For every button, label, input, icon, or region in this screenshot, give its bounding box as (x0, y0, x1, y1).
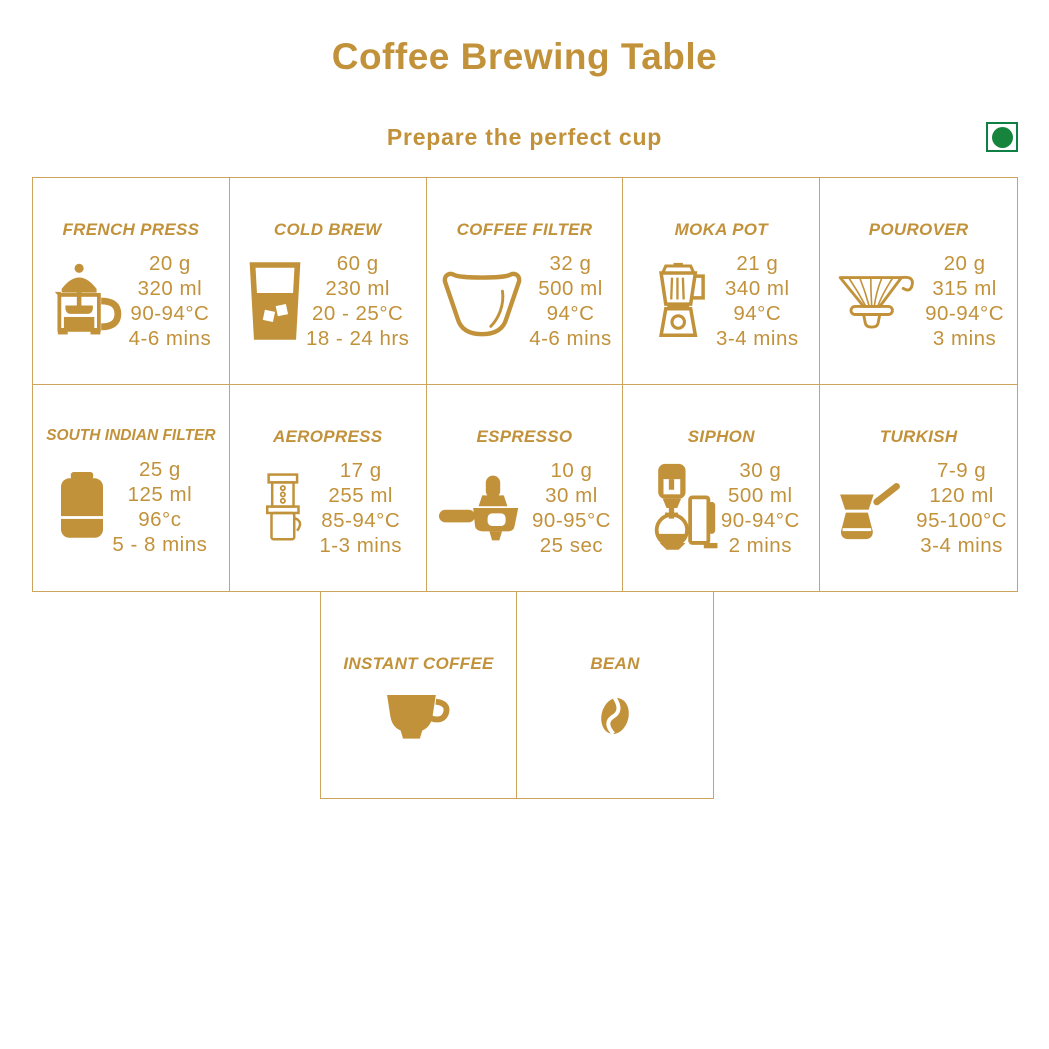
spec-line: 2 mins (728, 533, 792, 557)
method-title: FRENCH PRESS (62, 220, 200, 239)
vegetarian-mark-icon (986, 122, 1018, 152)
cell-body (427, 447, 623, 592)
coffee-bean-icon (588, 685, 642, 747)
brew-specs (112, 457, 207, 557)
method-title: BEAN (590, 654, 640, 673)
cell-body (33, 240, 229, 384)
spec-line: 120 ml (929, 483, 994, 507)
brewing-table-grid (32, 177, 1018, 592)
aeropress-icon (253, 463, 317, 553)
spec-line: 20 g (943, 251, 986, 275)
cell-french-press (33, 178, 230, 385)
brew-specs (925, 251, 1004, 351)
spec-line: 30 g (739, 458, 782, 482)
cell-body (623, 447, 819, 592)
method-title: ESPRESSO (476, 426, 573, 446)
spec-line: 255 ml (328, 483, 393, 507)
brew-specs (916, 458, 1007, 558)
cell-body (321, 674, 516, 798)
cell-body (820, 447, 1017, 592)
cell-pourover (820, 178, 1017, 385)
method-title: COFFEE FILTER (456, 220, 593, 239)
spec-line: 60 g (336, 251, 379, 275)
french-press-icon (51, 260, 127, 342)
brew-specs (319, 458, 402, 558)
spec-line: 94°C (546, 301, 595, 325)
cell-instant-coffee (321, 592, 517, 798)
spec-line: 4-6 mins (128, 326, 212, 350)
spec-line: 4-6 mins (529, 326, 612, 350)
cell-turkish (820, 385, 1017, 592)
spec-line: 500 ml (728, 483, 793, 507)
spec-line: 20 - 25°C (312, 301, 404, 325)
method-title: SOUTH INDIAN FILTER (46, 426, 216, 444)
spec-line: 96°c (138, 507, 182, 531)
method-title: SIPHON (687, 426, 755, 446)
cell-body (517, 674, 713, 798)
cold-brew-icon (246, 261, 304, 341)
brew-specs (716, 251, 799, 351)
brew-specs (721, 458, 800, 558)
spec-line: 17 g (339, 458, 382, 482)
cell-coffee-filter (427, 178, 624, 385)
cell-bean (517, 592, 713, 798)
spec-line: 30 ml (545, 483, 598, 507)
spec-line: 20 g (148, 251, 191, 275)
spec-line: 10 g (550, 458, 593, 482)
brew-specs (529, 251, 612, 351)
spec-line: 90-94°C (720, 508, 800, 532)
cell-body (623, 240, 819, 384)
spec-line: 340 ml (725, 276, 790, 300)
cell-moka-pot (623, 178, 820, 385)
brew-specs (129, 251, 212, 351)
spec-line: 95-100°C (916, 508, 1008, 532)
page-subtitle: Prepare the perfect cup (386, 124, 663, 150)
spec-line: 5 - 8 mins (112, 532, 208, 556)
pourover-icon (833, 265, 923, 337)
cell-espresso (427, 385, 624, 592)
turkish-cezve-icon (830, 466, 914, 550)
method-title: COLD BREW (273, 220, 382, 239)
spec-line: 3-4 mins (920, 533, 1003, 557)
spec-line: 94°C (733, 301, 782, 325)
cell-body (820, 240, 1017, 384)
vegetarian-dot (992, 127, 1013, 148)
cell-body (230, 447, 426, 592)
spec-line: 320 ml (137, 276, 203, 300)
instant-coffee-cup-icon (377, 686, 461, 746)
cell-body (427, 240, 623, 384)
coffee-filter-icon (437, 262, 527, 340)
method-title: INSTANT COFFEE (343, 654, 494, 673)
south-indian-filter-icon (54, 466, 110, 548)
spec-line: 90-94°C (925, 301, 1005, 325)
spec-line: 125 ml (127, 482, 193, 506)
moka-pot-icon (644, 261, 714, 341)
spec-line: 1-3 mins (319, 533, 402, 557)
spec-line: 25 sec (539, 533, 604, 557)
bottom-row (320, 592, 714, 799)
method-title: POUROVER (868, 220, 969, 239)
spec-line: 7-9 g (936, 458, 987, 482)
cell-siphon (623, 385, 820, 592)
cell-body (230, 240, 426, 384)
page-title: Coffee Brewing Table (331, 36, 718, 77)
spec-line: 500 ml (538, 276, 603, 300)
spec-line: 25 g (138, 457, 181, 481)
cell-aeropress (230, 385, 427, 592)
spec-line: 230 ml (325, 276, 390, 300)
spec-line: 3-4 mins (715, 326, 799, 350)
spec-line: 18 - 24 hrs (305, 326, 410, 350)
brew-specs (306, 251, 410, 351)
siphon-icon (643, 462, 719, 554)
espresso-portafilter-icon (438, 472, 530, 544)
spec-line: 21 g (736, 251, 779, 275)
brew-specs (532, 458, 611, 558)
method-title: AEROPRESS (272, 426, 383, 446)
spec-line: 32 g (549, 251, 592, 275)
cell-cold-brew (230, 178, 427, 385)
spec-line: 90-95°C (532, 508, 611, 532)
spec-line: 85-94°C (321, 508, 401, 532)
method-title: TURKISH (879, 426, 958, 446)
spec-line: 90-94°C (130, 301, 210, 325)
spec-line: 315 ml (932, 276, 997, 300)
cell-body (33, 445, 229, 592)
spec-line: 3 mins (932, 326, 997, 350)
cell-south-indian-filter (33, 385, 230, 592)
method-title: MOKA POT (674, 220, 768, 239)
